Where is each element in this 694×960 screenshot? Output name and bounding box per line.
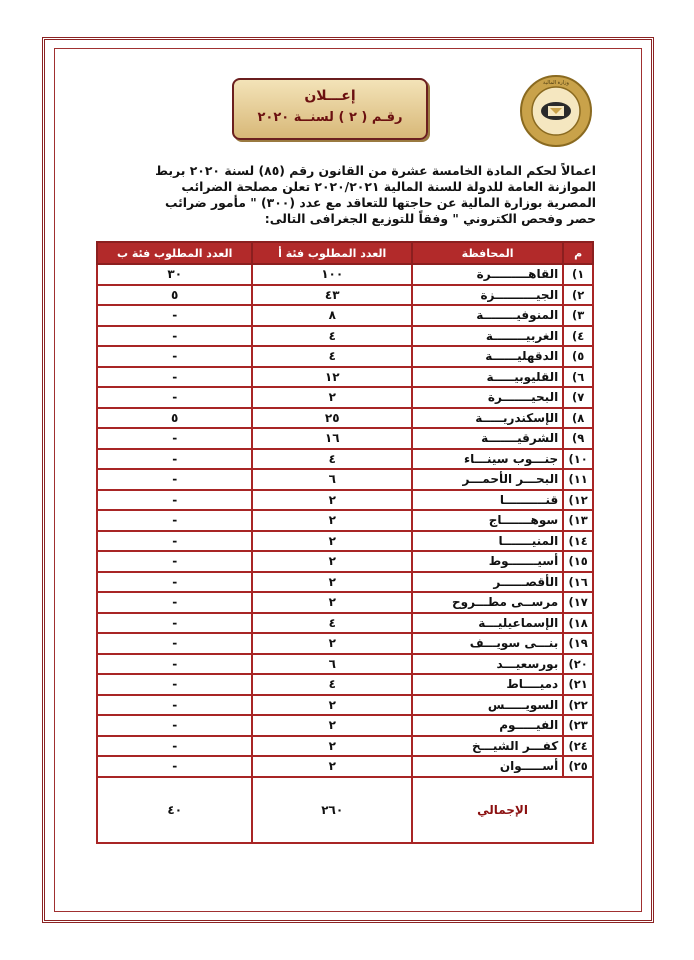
governorate-cell: قنــــــــــا <box>412 490 563 511</box>
row-index: ٦) <box>563 367 593 388</box>
table-row <box>97 490 593 511</box>
governorate-cell: القاهـــــــــرة <box>412 264 563 285</box>
row-index: ١٥) <box>563 551 593 572</box>
category-a-cell: ١٠٠ <box>252 264 412 285</box>
category-b-cell: - <box>97 572 252 593</box>
table-row <box>97 408 593 429</box>
table-row <box>97 613 593 634</box>
table-row <box>97 428 593 449</box>
row-index: ٥) <box>563 346 593 367</box>
governorate-cell: الأقصــــــر <box>412 572 563 593</box>
governorate-cell: بورسعيـــد <box>412 654 563 675</box>
governorate-cell: الفيـــــوم <box>412 715 563 736</box>
distribution-table <box>96 241 594 844</box>
total-category-b: ٤٠ <box>97 777 252 843</box>
row-index: ٢٤) <box>563 736 593 757</box>
announcement-title-box <box>232 78 428 140</box>
header-category-a: العدد المطلوب فئة أ <box>252 242 412 264</box>
intro-line-3: المصرية بوزارة المالية عن حاجتها للتعاقد مع عدد (٣٠٠) " مأمور ضرائب <box>165 195 596 210</box>
governorate-cell: البحـــر الأحمـــر <box>412 469 563 490</box>
governorate-cell: الشرقيـــــــة <box>412 428 563 449</box>
governorate-cell: البحيـــــــرة <box>412 387 563 408</box>
category-b-cell: ٣٠ <box>97 264 252 285</box>
governorate-cell: دميــــاط <box>412 674 563 695</box>
category-a-cell: ٢ <box>252 531 412 552</box>
header-index: م <box>563 242 593 264</box>
category-b-cell: - <box>97 551 252 572</box>
category-b-cell: - <box>97 736 252 757</box>
governorate-cell: بنـــى سويـــف <box>412 633 563 654</box>
table-row <box>97 469 593 490</box>
row-index: ١٣) <box>563 510 593 531</box>
category-a-cell: ٢ <box>252 551 412 572</box>
category-a-cell: ٢ <box>252 736 412 757</box>
category-b-cell: - <box>97 695 252 716</box>
row-index: ١٨) <box>563 613 593 634</box>
governorate-cell: أســـــوان <box>412 756 563 777</box>
category-b-cell: - <box>97 469 252 490</box>
governorate-cell: أسيـــــــوط <box>412 551 563 572</box>
table-row <box>97 654 593 675</box>
category-a-cell: ٤ <box>252 346 412 367</box>
row-index: ١٧) <box>563 592 593 613</box>
governorate-cell: المنوفيــــــــة <box>412 305 563 326</box>
row-index: ٨) <box>563 408 593 429</box>
governorate-cell: الغربيــــــــة <box>412 326 563 347</box>
row-index: ١١) <box>563 469 593 490</box>
category-b-cell: - <box>97 531 252 552</box>
governorate-cell: الإسماعيليـــة <box>412 613 563 634</box>
row-index: ٢) <box>563 285 593 306</box>
table-row <box>97 736 593 757</box>
row-index: ١) <box>563 264 593 285</box>
table-row <box>97 756 593 777</box>
category-b-cell: - <box>97 613 252 634</box>
row-index: ١٢) <box>563 490 593 511</box>
category-a-cell: ٦ <box>252 469 412 490</box>
category-a-cell: ١٦ <box>252 428 412 449</box>
table-row <box>97 531 593 552</box>
row-index: ٢٥) <box>563 756 593 777</box>
category-b-cell: - <box>97 449 252 470</box>
intro-paragraph <box>96 163 596 227</box>
category-a-cell: ٢ <box>252 715 412 736</box>
table-header-row <box>97 242 593 264</box>
category-a-cell: ٨ <box>252 305 412 326</box>
intro-line-2: الموازنة العامة للدولة للسنة المالية ٢٠٢٠/٢٠٢١ تعلن مصلحة الضرائب <box>181 179 596 194</box>
category-a-cell: ٤٣ <box>252 285 412 306</box>
category-a-cell: ٢ <box>252 572 412 593</box>
logo-text: وزارة المالية <box>543 80 569 86</box>
category-b-cell: - <box>97 654 252 675</box>
row-index: ٢٣) <box>563 715 593 736</box>
category-a-cell: ٤ <box>252 326 412 347</box>
category-b-cell: - <box>97 305 252 326</box>
table-row <box>97 346 593 367</box>
governorate-cell: سوهـــــــاج <box>412 510 563 531</box>
intro-line-4: حصر وفحص الكتروني " وفقاً للتوزيع الجغرافى التالى: <box>264 211 596 226</box>
announcement-subtitle: رقـم ( ٢ ) لسنــة ٢٠٢٠ <box>257 110 403 125</box>
table-row <box>97 633 593 654</box>
table-row <box>97 715 593 736</box>
row-index: ١٠) <box>563 449 593 470</box>
total-label: الإجمالي <box>412 777 593 843</box>
table-row <box>97 285 593 306</box>
governorate-cell: السويـــــس <box>412 695 563 716</box>
category-b-cell: - <box>97 674 252 695</box>
row-index: ٢٢) <box>563 695 593 716</box>
category-b-cell: - <box>97 633 252 654</box>
row-index: ٩) <box>563 428 593 449</box>
category-a-cell: ٦ <box>252 654 412 675</box>
governorate-cell: كفـــر الشيـــخ <box>412 736 563 757</box>
table-row <box>97 695 593 716</box>
governorate-cell: القليوبيـــــة <box>412 367 563 388</box>
category-b-cell: ٥ <box>97 408 252 429</box>
category-a-cell: ٤ <box>252 613 412 634</box>
governorate-cell: مرســى مطـــروح <box>412 592 563 613</box>
row-index: ٧) <box>563 387 593 408</box>
table-row <box>97 572 593 593</box>
category-b-cell: - <box>97 428 252 449</box>
category-a-cell: ٢٥ <box>252 408 412 429</box>
governorate-cell: الإسكندريـــــة <box>412 408 563 429</box>
category-b-cell: - <box>97 387 252 408</box>
category-a-cell: ٤ <box>252 449 412 470</box>
table-row <box>97 387 593 408</box>
category-b-cell: - <box>97 490 252 511</box>
table-row <box>97 592 593 613</box>
category-b-cell: - <box>97 510 252 531</box>
intro-line-1: اعمالاً لحكم المادة الخامسة عشرة من القانون رقم (٨٥) لسنة ٢٠٢٠ بربط <box>155 163 596 178</box>
category-a-cell: ٢ <box>252 490 412 511</box>
category-b-cell: ٥ <box>97 285 252 306</box>
category-a-cell: ٢ <box>252 592 412 613</box>
category-a-cell: ٢ <box>252 633 412 654</box>
row-index: ٣) <box>563 305 593 326</box>
row-index: ٤) <box>563 326 593 347</box>
table-row <box>97 551 593 572</box>
category-a-cell: ٢ <box>252 756 412 777</box>
row-index: ١٤) <box>563 531 593 552</box>
table-row <box>97 326 593 347</box>
category-b-cell: - <box>97 715 252 736</box>
announcement-title: إعـــلان <box>304 88 356 104</box>
category-a-cell: ١٢ <box>252 367 412 388</box>
category-a-cell: ٢ <box>252 387 412 408</box>
table-row <box>97 449 593 470</box>
header-category-b: العدد المطلوب فئة ب <box>97 242 252 264</box>
category-a-cell: ٢ <box>252 695 412 716</box>
category-b-cell: - <box>97 326 252 347</box>
governorate-cell: المنيـــــــا <box>412 531 563 552</box>
row-index: ٢١) <box>563 674 593 695</box>
row-index: ١٩) <box>563 633 593 654</box>
category-a-cell: ٢ <box>252 510 412 531</box>
category-b-cell: - <box>97 346 252 367</box>
category-a-cell: ٤ <box>252 674 412 695</box>
governorate-cell: الجيــــــــــزة <box>412 285 563 306</box>
table-row <box>97 510 593 531</box>
category-b-cell: - <box>97 367 252 388</box>
row-index: ٢٠) <box>563 654 593 675</box>
ministry-of-finance-seal-icon <box>520 74 592 148</box>
governorate-cell: جنـــوب سينـــاء <box>412 449 563 470</box>
table-row <box>97 674 593 695</box>
table-row <box>97 305 593 326</box>
category-b-cell: - <box>97 756 252 777</box>
table-row <box>97 367 593 388</box>
header-governorate: المحافظة <box>412 242 563 264</box>
row-index: ١٦) <box>563 572 593 593</box>
category-b-cell: - <box>97 592 252 613</box>
total-category-a: ٢٦٠ <box>252 777 412 843</box>
table-row <box>97 264 593 285</box>
governorate-cell: الدقهليــــــة <box>412 346 563 367</box>
total-row <box>97 777 593 843</box>
